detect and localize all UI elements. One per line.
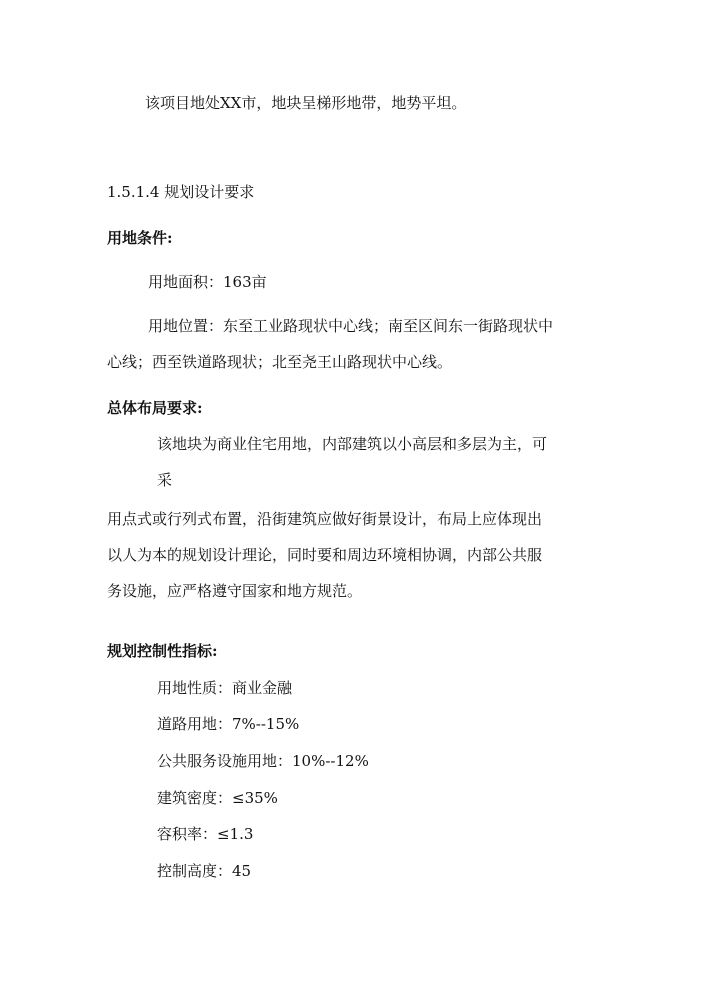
layout-requirements-heading: 总体布局要求: (107, 399, 203, 417)
layout-text-line4: 以人为本的规划设计理论，同时要和周边环境相协调，内部公共服 (107, 546, 543, 564)
indicator-public-facilities: 公共服务设施用地：10%--12% (157, 752, 369, 770)
land-area-text: 用地面积：163亩 (148, 273, 267, 291)
control-indicators-heading: 规划控制性指标: (107, 642, 218, 660)
land-location-text-line2: 心线；西至铁道路现状；北至尧王山路现状中心线。 (107, 353, 453, 371)
indicator-building-density: 建筑密度：≤35% (157, 789, 278, 807)
layout-text-line1: 该地块为商业住宅用地，内部建筑以小高层和多层为主，可 (157, 435, 548, 453)
indicator-land-nature: 用地性质：商业金融 (157, 679, 293, 697)
section-heading: 1.5.1.4 规划设计要求 (107, 183, 255, 201)
intro-paragraph: 该项目地处XX市，地块呈梯形地带，地势平坦。 (145, 94, 467, 112)
layout-text-line3: 用点式或行列式布置，沿街建筑应做好街景设计，布局上应体现出 (107, 510, 543, 528)
layout-text-line5: 务设施，应严格遵守国家和地方规范。 (107, 582, 363, 600)
land-conditions-heading: 用地条件: (107, 229, 173, 247)
layout-text-line2: 采 (157, 471, 173, 489)
land-location-text-line1: 用地位置：东至工业路现状中心线；南至区间东一街路现状中 (148, 317, 554, 335)
indicator-floor-area-ratio: 容积率：≤1.3 (157, 825, 254, 843)
indicator-road-land: 道路用地：7%--15% (157, 715, 300, 733)
indicator-height-limit: 控制高度：45 (157, 862, 252, 880)
